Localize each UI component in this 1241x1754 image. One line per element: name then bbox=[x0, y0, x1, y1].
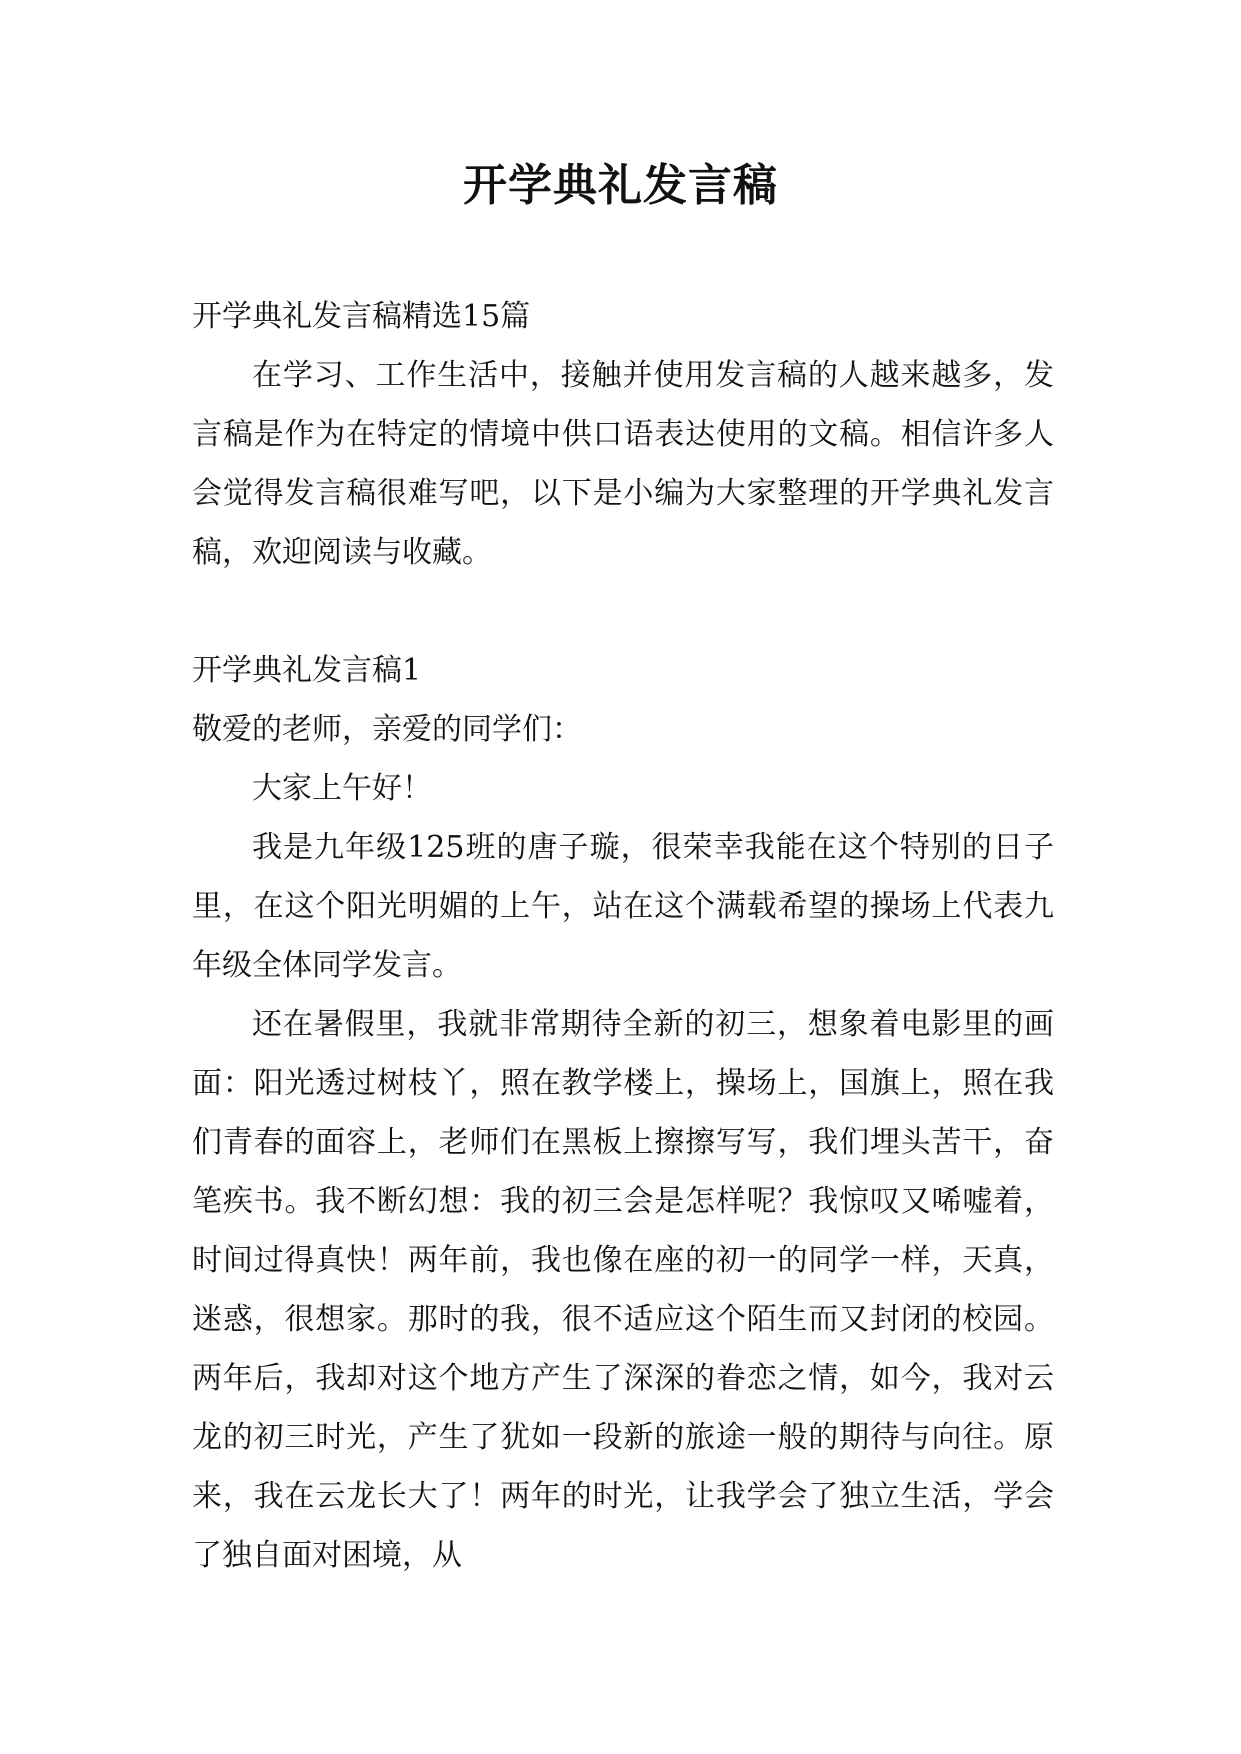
salutation: 敬爱的老师，亲爱的同学们： bbox=[192, 712, 582, 747]
body-paragraph-1: 我是九年级125班的唐子璇，很荣幸我能在这个特别的日子里，在这个阳光明媚的上午，站在这个满载希望的操场上代表九年级全体同学发言。 bbox=[192, 830, 1054, 983]
greeting: 大家上午好！ bbox=[252, 771, 432, 806]
body-paragraph-2: 还在暑假里，我就非常期待全新的初三，想象着电影里的画面：阳光透过树枝丫，照在教学楼上，操场上，国旗上，照在我们青春的面容上，老师们在黑板上擦擦写写，我们埋头苦干，奋笔疾书。我不断幻想：我的初三会是怎样呢？我惊叹又唏嘘着，时间过得真快！两年前，我也像在座的初一的同学一样，天真，迷惑，很想家。那时的我，很不适应这个陌生而又封闭的校园。两年后，我却对这个地方产生了深深的眷恋之情，如今，我对云龙的初三时光，产生了犹如一段新的旅途一般的期待与向往。原来，我在云龙长大了！两年的时光，让我学会了独立生活，学会了独自面对困境，从 bbox=[192, 1007, 1054, 1573]
document-title: 开学典礼发言稿 bbox=[463, 160, 778, 211]
document-body bbox=[192, 287, 1054, 1585]
document-subtitle: 开学典礼发言稿精选15篇 bbox=[192, 299, 531, 334]
intro-paragraph: 在学习、工作生活中，接触并使用发言稿的人越来越多，发言稿是作为在特定的情境中供口语表达使用的文稿。相信许多人会觉得发言稿很难写吧，以下是小编为大家整理的开学典礼发言稿，欢迎阅读与收藏。 bbox=[192, 358, 1054, 570]
section-heading: 开学典礼发言稿1 bbox=[192, 653, 422, 688]
